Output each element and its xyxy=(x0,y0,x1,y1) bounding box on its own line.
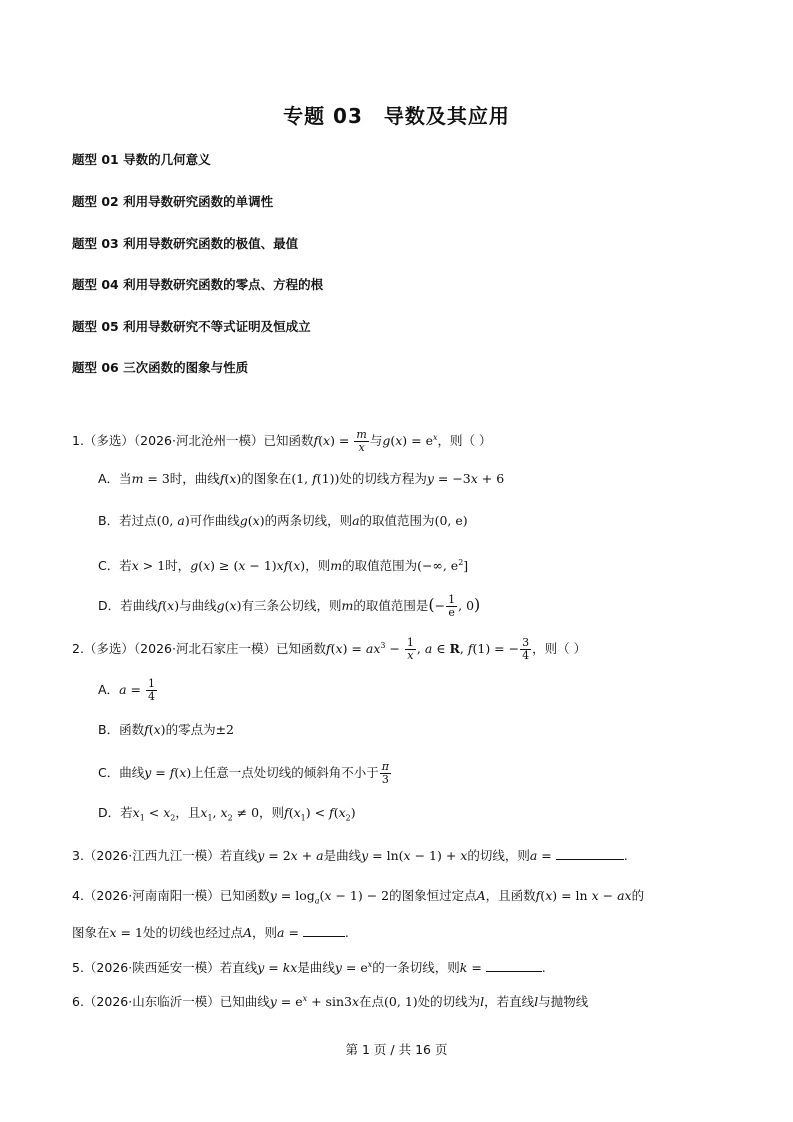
question-2-option-d[interactable]: D．若$x_1 < x_2$，且$x_1$, $x_2 \ne 0$，则$f(x_1) < f(x_2)$ xyxy=(98,805,356,823)
question-3: 3.（2026·江西九江一模）若直线y = 2x + a是曲线y = ln(x − 1) + x的切线，则a = . xyxy=(72,845,628,866)
question-2-option-b[interactable]: B．函数f(x)的零点为±2 xyxy=(98,722,235,737)
question-4-line-2: 图象在x = 1处的切线也经过点A，则a = . xyxy=(72,922,349,943)
question-5: 5.（2026·陕西延安一模）若直线y = kx是曲线$y = e^x$的一条切线，则k = . xyxy=(72,955,546,978)
answer-blank[interactable] xyxy=(303,922,345,937)
question-type-5: 题型 05 利用导数研究不等式证明及恒成立 xyxy=(72,319,311,334)
question-type-4: 题型 04 利用导数研究函数的零点、方程的根 xyxy=(72,277,324,292)
question-2-stem: 2.（多选）（2026·河北石家庄一模）已知函数$f(x) = ax^3$ − $\frac{1}{x}$ , a ∈ R, f(1) = − $\frac{3}{4}$ ，则（ ） xyxy=(72,636,587,663)
question-6: 6.（2026·山东临沂一模）已知曲线$y = e^x + \sin 3x$在点(0, 1)处的切线为l，若直线l与抛物线 xyxy=(72,994,589,1010)
question-2-option-c[interactable]: C．曲线y = f(x)上任意一点处切线的倾斜角不小于 $\frac{\pi}{3}$ xyxy=(98,760,389,786)
answer-blank[interactable] xyxy=(556,845,624,860)
question-1-option-a[interactable]: A．当m = 3时，曲线f(x)的图象在(1, f(1))处的切线方程为y = −3x + 6 xyxy=(98,471,505,486)
question-type-3: 题型 03 利用导数研究函数的极值、最值 xyxy=(72,236,299,251)
question-type-1: 题型 01 导数的几何意义 xyxy=(72,152,211,167)
question-1-option-b[interactable]: B．若过点(0, a)可作曲线g(x)的两条切线，则a的取值范围为(0, e) xyxy=(98,513,468,528)
page-title: 专题 03 导数及其应用 xyxy=(283,104,510,128)
question-type-2: 题型 02 利用导数研究函数的单调性 xyxy=(72,194,274,209)
question-1-option-d[interactable]: D．若曲线f(x)与曲线g(x)有三条公切线，则m的取值范围是(− $\frac{1}{e}$ , 0) xyxy=(98,593,481,619)
question-1-option-c[interactable]: C．若x > 1时，g(x) ≥ (x − 1)xf(x)，则m的取值范围为(−∞, $e^2$] xyxy=(98,558,469,574)
question-4-line-1: 4.（2026·河南南阳一模）已知函数$y = \log_a(x - 1) - 2$的图象恒过定点A，且函数f(x) = ln x − ax的 xyxy=(72,888,645,906)
answer-blank[interactable] xyxy=(486,957,542,972)
question-1-stem: 1.（多选）（2026·河北沧州一模）已知函数f(x) = $\frac{m}{x}$ 与$g(x) = e^x$，则（ ） xyxy=(72,428,492,455)
page-footer: 第 1 页 / 共 16 页 xyxy=(345,1042,448,1057)
question-type-6: 题型 06 三次函数的图象与性质 xyxy=(72,360,249,375)
question-2-option-a[interactable]: A．a = $\frac{1}{4}$ xyxy=(98,677,155,703)
